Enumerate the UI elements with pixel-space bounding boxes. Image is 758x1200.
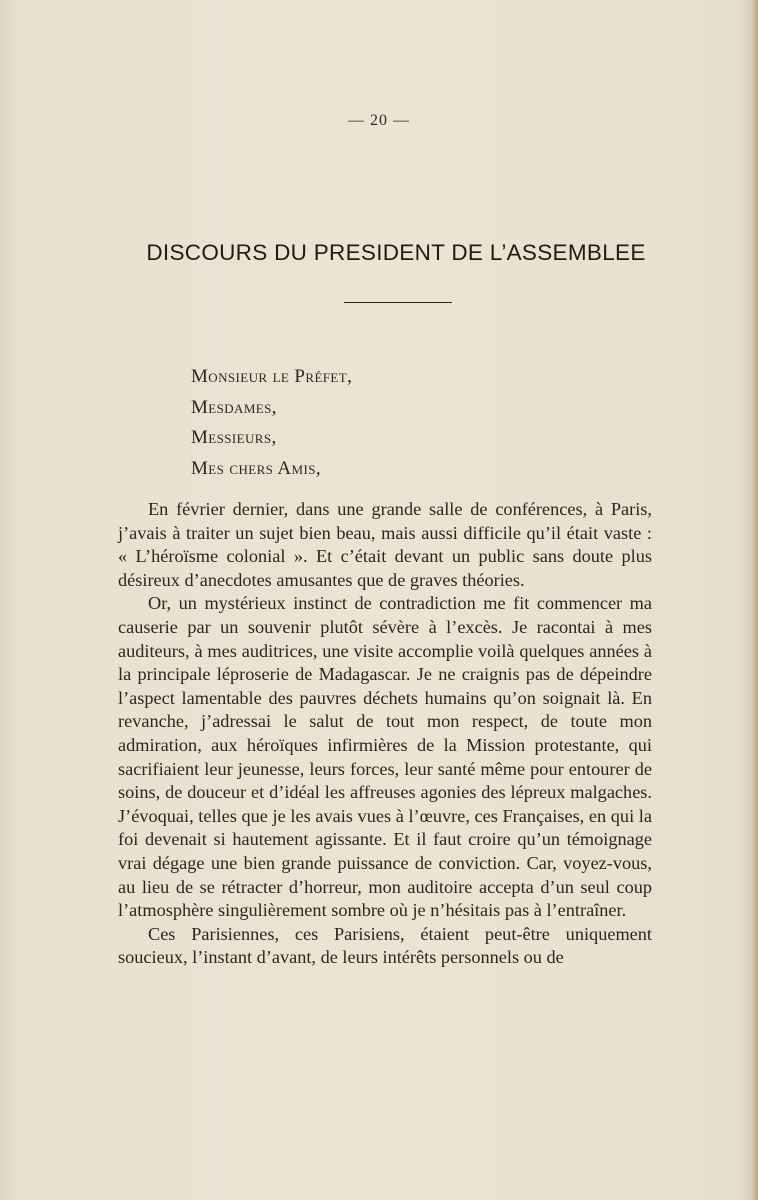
title-divider bbox=[344, 302, 452, 303]
salutation-line: Messieurs, bbox=[191, 427, 277, 448]
paragraph: Or, un mystérieux instinct de contradiction me fit commencer ma causerie par un souvenir plutôt sévère à l’excès. Je racontai à mes auditeurs, à mes auditrices, une visite accomplie voilà quelques années à la principale léproserie de Madagascar. Je ne craignis pas de dépeindre l’aspect lamentable des pauvres déchets humains qu’on soignait là. En revanche, j’adressai le salut de tout mon respect, de toute mon admiration, aux héroïques infirmières de la Mission protestante, qui sacrifiaient leur jeunesse, leurs forces, leur santé même pour entourer de soins, de douceur et d’idéal les affreuses agonies des lépreux malgaches. J’évoquai, telles que je les avais vues à l’œuvre, ces Françaises, en qui la foi devenait si hautement agissante. Et il faut croire qu’un témoignage vrai dégage une bien grande puissance de conviction. Car, voyez-vous, au lieu de se rétracter d’horreur, mon auditoire accepta d’un seul coup l’atmosphère singulièrement sombre où je n’hésitais pas à l’entraîner. bbox=[118, 593, 652, 921]
speech-body bbox=[118, 498, 652, 970]
page-number: — 20 — bbox=[348, 112, 410, 129]
paragraph: En février dernier, dans une grande salle de conférences, à Paris, j’avais à traiter un sujet bien beau, mais aussi difficile qu’il était vaste : « L’héroïsme colonial ». Et c’était devant un public sans doute plus désireux d’anecdotes amusantes que de graves théories. bbox=[118, 499, 652, 590]
speech-title: DISCOURS DU PRESIDENT DE L’ASSEMBLEE bbox=[146, 240, 646, 265]
page-edge-shadow bbox=[752, 0, 758, 1200]
salutation-line: Mes chers Amis, bbox=[191, 457, 322, 479]
salutation-line: Monsieur le Préfet, bbox=[191, 366, 353, 387]
salutation-block bbox=[191, 362, 352, 484]
paragraph: Ces Parisiennes, ces Parisiens, étaient peut-être uniquement soucieux, l’instant d’avant, de leurs intérêts personnels ou de bbox=[118, 923, 652, 968]
salutation-line: Mesdames, bbox=[191, 396, 277, 418]
